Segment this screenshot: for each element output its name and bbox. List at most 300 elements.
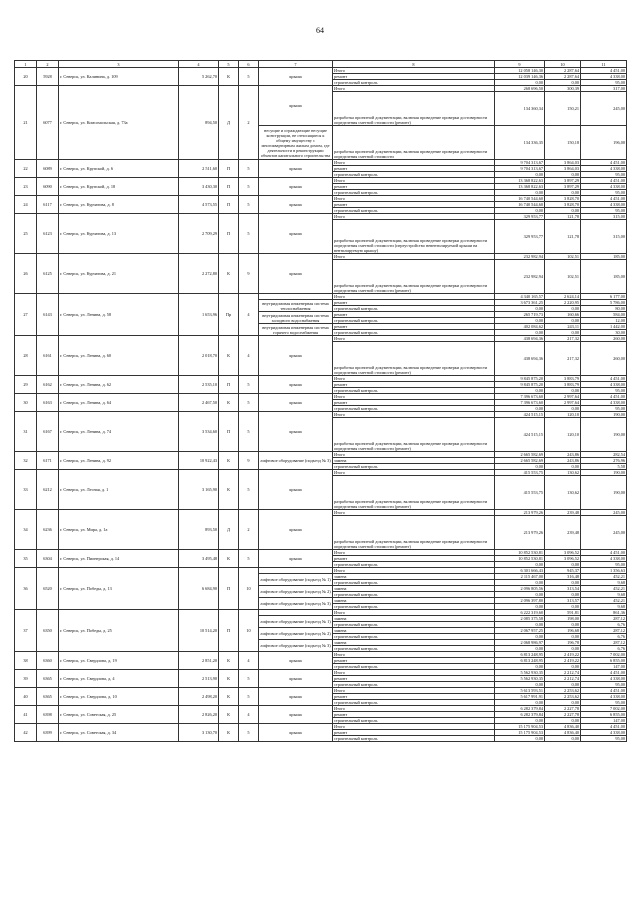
unit-cost: 121,78: [545, 214, 581, 220]
work-description: Итого: [333, 568, 495, 574]
building-code: 6162: [37, 376, 59, 394]
unit-cost: 0,00: [545, 330, 581, 336]
unit-cost: 102,51: [545, 254, 581, 260]
row-number: 29: [15, 376, 37, 394]
work-description: Итого: [333, 376, 495, 382]
max-unit-cost: 4 338,00: [581, 556, 627, 562]
unit-cost: 4 836,40: [545, 724, 581, 730]
work-description: Итого: [333, 550, 495, 556]
column-number: 7: [259, 61, 333, 68]
max-unit-cost: 287,12: [581, 628, 627, 634]
building-code: 6171: [37, 452, 59, 470]
total-cost: 0,00: [495, 306, 545, 312]
building-class: К: [219, 706, 239, 724]
building-area: 10 514,20: [179, 610, 219, 652]
unit-cost: 130,62: [545, 476, 581, 510]
row-number: 31: [15, 412, 37, 452]
total-cost: 2 085 375,58: [495, 616, 545, 622]
building-code: 6143: [37, 294, 59, 336]
max-unit-cost: 5,58: [581, 464, 627, 470]
work-type: крыша: [259, 196, 333, 214]
work-description: ремонт: [333, 184, 495, 190]
work-description: разработка проектной документации, включая проведение проверки достоверности определения сметной стоимости (переустройство невентилируемой крыши на вентилируемую крышу): [333, 220, 495, 254]
building-area: 3 430,30: [179, 178, 219, 196]
building-class: К: [219, 452, 239, 470]
building-area: 2 511,60: [179, 160, 219, 178]
building-area: 2 513,90: [179, 670, 219, 688]
max-unit-cost: 4 338,00: [581, 202, 627, 208]
unit-cost: 0,00: [545, 622, 581, 628]
max-unit-cost: 7 002,00: [581, 706, 627, 712]
row-number: 41: [15, 706, 37, 724]
work-description: строительный контроль: [333, 172, 495, 178]
work-description: Итого: [333, 178, 495, 184]
column-number: 10: [545, 61, 581, 68]
building-address: г. Северск, ул. Ленина, д. 62: [59, 376, 179, 394]
unit-cost: 2 997,64: [545, 394, 581, 400]
table-row: [15, 394, 627, 400]
total-cost: 6 301 666,43: [495, 568, 545, 574]
work-description: строительный контроль: [333, 736, 495, 742]
table-row: [15, 510, 627, 516]
building-class: Д: [219, 86, 239, 160]
total-cost: 9 704 313,67: [495, 166, 545, 172]
unit-cost: 0,00: [545, 592, 581, 598]
row-number: 38: [15, 652, 37, 670]
unit-cost: 0,00: [545, 580, 581, 586]
total-cost: 329 953,77: [495, 220, 545, 254]
max-unit-cost: 95,00: [581, 682, 627, 688]
unit-cost: 0,00: [545, 634, 581, 640]
total-cost: 0,00: [495, 406, 545, 412]
building-area: 2 018,70: [179, 336, 219, 376]
max-unit-cost: 147,00: [581, 664, 627, 670]
total-cost: 134 360,34: [495, 92, 545, 126]
building-code: 6125: [37, 254, 59, 294]
work-description: ремонт: [333, 166, 495, 172]
unit-cost: 0,00: [545, 464, 581, 470]
capital-repair-register-table: [14, 60, 627, 742]
building-class: К: [219, 336, 239, 376]
building-code: 6089: [37, 160, 59, 178]
building-area: 2 272,80: [179, 254, 219, 294]
building-class: П: [219, 214, 239, 254]
building-class: П: [219, 412, 239, 452]
work-description: Итого: [333, 652, 495, 658]
unit-cost: 3 864,03: [545, 160, 581, 166]
work-type: крыша: [259, 670, 333, 688]
work-description: замена: [333, 458, 495, 464]
max-unit-cost: 245,00: [581, 92, 627, 126]
work-description: Итого: [333, 610, 495, 616]
column-number: 5: [219, 61, 239, 68]
total-cost: 0,00: [495, 318, 545, 324]
unit-cost: 0,00: [545, 682, 581, 688]
building-class: П: [219, 568, 239, 610]
total-cost: 213 979,26: [495, 510, 545, 516]
work-description: замена: [333, 586, 495, 592]
total-cost: 16 740 544,60: [495, 202, 545, 208]
work-description: разработка проектной документации, включая проведение проверки достоверности определения сметной стоимости (ремонт): [333, 260, 495, 294]
unit-cost: 0,00: [545, 562, 581, 568]
max-unit-cost: 4 338,00: [581, 694, 627, 700]
total-cost: 0,00: [495, 80, 545, 86]
building-class: П: [219, 178, 239, 196]
work-description: строительный контроль: [333, 718, 495, 724]
work-description: Итого: [333, 670, 495, 676]
work-type: лифтовое оборудование (подъезд № 3): [259, 598, 333, 610]
building-address: г. Северск, ул. Калинина, д. 109: [59, 68, 179, 86]
total-cost: 2 096 397,80: [495, 598, 545, 604]
building-area: 3 495,48: [179, 550, 219, 568]
max-unit-cost: 190,00: [581, 412, 627, 418]
unit-cost: 2 212,74: [545, 670, 581, 676]
unit-cost: 0,00: [545, 700, 581, 706]
total-cost: 2 115 467,00: [495, 574, 545, 580]
max-unit-cost: 30,00: [581, 330, 627, 336]
row-number: 25: [15, 214, 37, 254]
building-code: 6350: [37, 610, 59, 652]
max-unit-cost: 6 855,00: [581, 712, 627, 718]
building-address: г. Северск, ул. Ленина, д. 74: [59, 412, 179, 452]
column-number: 11: [581, 61, 627, 68]
total-cost: 134 336,35: [495, 126, 545, 160]
total-cost: 329 953,77: [495, 214, 545, 220]
work-description: Итого: [333, 688, 495, 694]
table-row: [15, 376, 627, 382]
total-cost: 0,00: [495, 736, 545, 742]
max-unit-cost: 95,00: [581, 406, 627, 412]
row-number: 32: [15, 452, 37, 470]
max-unit-cost: 7 002,00: [581, 652, 627, 658]
total-cost: 2 067 957,25: [495, 628, 545, 634]
max-unit-cost: 245,00: [581, 516, 627, 550]
work-description: ремонт: [333, 312, 495, 318]
unit-cost: 0,00: [545, 172, 581, 178]
unit-cost: 2 253,62: [545, 688, 581, 694]
row-number: 28: [15, 336, 37, 376]
building-class: К: [219, 652, 239, 670]
unit-cost: 3 864,03: [545, 166, 581, 172]
total-cost: 424 515,15: [495, 418, 545, 452]
column-number: 4: [179, 61, 219, 68]
work-description: строительный контроль: [333, 80, 495, 86]
max-unit-cost: 4 451,00: [581, 724, 627, 730]
work-type: лифтовое оборудование (подъезд № 3): [259, 452, 333, 470]
max-unit-cost: 4 338,00: [581, 730, 627, 736]
total-cost: 2 665 582,69: [495, 458, 545, 464]
work-type: крыша: [259, 254, 333, 294]
row-number: 27: [15, 294, 37, 336]
max-unit-cost: 9,68: [581, 592, 627, 598]
row-number: 30: [15, 394, 37, 412]
building-address: г. Северск, ул. Мира, д. 1а: [59, 510, 179, 550]
work-description: ремонт: [333, 300, 495, 306]
unit-cost: 2 227,78: [545, 712, 581, 718]
total-cost: 0,00: [495, 634, 545, 640]
floors-count: 5: [239, 214, 259, 254]
work-description: строительный контроль: [333, 580, 495, 586]
total-cost: 232 982,94: [495, 254, 545, 260]
work-type: крыша: [259, 652, 333, 670]
work-description: строительный контроль: [333, 306, 495, 312]
total-cost: 0,00: [495, 664, 545, 670]
work-description: строительный контроль: [333, 464, 495, 470]
table-row: [15, 412, 627, 418]
row-number: 22: [15, 160, 37, 178]
work-description: ремонт: [333, 694, 495, 700]
work-description: Итого: [333, 394, 495, 400]
unit-cost: 316,48: [545, 574, 581, 580]
table-row: [15, 86, 627, 92]
table-row: [15, 688, 627, 694]
work-description: Итого: [333, 706, 495, 712]
total-cost: 7 396 673,60: [495, 394, 545, 400]
unit-cost: 239,48: [545, 510, 581, 516]
work-description: замена: [333, 598, 495, 604]
work-type: лифтовое оборудование (подъезд № 2): [259, 628, 333, 640]
row-number: 37: [15, 610, 37, 652]
total-cost: 12 039 146,36: [495, 74, 545, 80]
max-unit-cost: 4 451,00: [581, 394, 627, 400]
unit-cost: 0,00: [545, 406, 581, 412]
total-cost: 402 084,62: [495, 324, 545, 330]
work-description: строительный контроль: [333, 318, 495, 324]
row-number: 34: [15, 510, 37, 550]
work-type: крыша: [259, 214, 333, 254]
unit-cost: 0,00: [545, 80, 581, 86]
work-description: Итого: [333, 510, 495, 516]
work-description: ремонт: [333, 658, 495, 664]
building-address: г. Северск, ул. Советская, д. 34: [59, 724, 179, 742]
work-type: лифтовое оборудование (подъезд № 1): [259, 616, 333, 628]
work-description: строительный контроль: [333, 406, 495, 412]
unit-cost: 3 096,52: [545, 550, 581, 556]
floors-count: 5: [239, 178, 259, 196]
total-cost: 9 845 875,20: [495, 376, 545, 382]
unit-cost: 2 253,62: [545, 694, 581, 700]
work-description: строительный контроль: [333, 592, 495, 598]
total-cost: 6 282 379,84: [495, 712, 545, 718]
total-cost: 2 096 805,56: [495, 586, 545, 592]
total-cost: 0,00: [495, 464, 545, 470]
table-row: [15, 214, 627, 220]
building-address: г. Северск, ул. Пионерская, д. 14: [59, 550, 179, 568]
unit-cost: 150,18: [545, 126, 581, 160]
work-type: крыша: [259, 376, 333, 394]
total-cost: 9 704 313,67: [495, 160, 545, 166]
floors-count: 4: [239, 652, 259, 670]
total-cost: 213 979,26: [495, 516, 545, 550]
max-unit-cost: 4 451,00: [581, 670, 627, 676]
total-cost: 4 340 165,57: [495, 294, 545, 300]
unit-cost: 0,00: [545, 664, 581, 670]
work-description: разработка проектной документации, включая проведение проверки достоверности определения сметной стоимости (ремонт): [333, 516, 495, 550]
building-address: г. Северск, ул. Курчатова, д. 21: [59, 254, 179, 294]
work-description: разработка проектной документации, включая проведение проверки достоверности определения сметной стоимости (ремонт): [333, 476, 495, 510]
unit-cost: 0,00: [545, 208, 581, 214]
floors-count: 5: [239, 394, 259, 412]
unit-cost: 2 212,74: [545, 676, 581, 682]
unit-cost: 2 287,64: [545, 74, 581, 80]
total-cost: 0,00: [495, 622, 545, 628]
work-description: строительный контроль: [333, 208, 495, 214]
total-cost: 5 617 991,91: [495, 694, 545, 700]
floors-count: 5: [239, 160, 259, 178]
floors-count: 5: [239, 470, 259, 510]
building-class: К: [219, 394, 239, 412]
building-address: г. Северск, ул. Победы, д. 13: [59, 568, 179, 610]
building-address: г. Северск, ул. Лесная, д. 1: [59, 470, 179, 510]
unit-cost: 121,78: [545, 220, 581, 254]
total-cost: 12 058 146,30: [495, 68, 545, 74]
max-unit-cost: 80,00: [581, 306, 627, 312]
work-description: строительный контроль: [333, 646, 495, 652]
row-number: 35: [15, 550, 37, 568]
total-cost: 16 740 544,60: [495, 196, 545, 202]
total-cost: 415 553,75: [495, 470, 545, 476]
total-cost: 15 175 904,53: [495, 724, 545, 730]
total-cost: 232 982,94: [495, 260, 545, 294]
max-unit-cost: 190,00: [581, 476, 627, 510]
table-body: [15, 61, 627, 742]
unit-cost: 160,66: [545, 312, 581, 318]
work-type: крыша: [259, 688, 333, 706]
building-address: г. Северск, ул. Курчатова, д. 8: [59, 196, 179, 214]
table-row: [15, 68, 627, 74]
column-number: 1: [15, 61, 37, 68]
unit-cost: 2 227,78: [545, 706, 581, 712]
work-type: лифтовое оборудование (подъезд № 3): [259, 640, 333, 652]
unit-cost: 2 419,22: [545, 658, 581, 664]
total-cost: 0,00: [495, 208, 545, 214]
max-unit-cost: 4 338,00: [581, 166, 627, 172]
work-type: крыша: [259, 724, 333, 742]
max-unit-cost: 95,00: [581, 736, 627, 742]
building-class: К: [219, 254, 239, 294]
max-unit-cost: 315,00: [581, 220, 627, 254]
unit-cost: 0,00: [545, 318, 581, 324]
work-description: разработка проектной документации, включая проведение проверки достоверности определения сметной стоимости (ремонт): [333, 342, 495, 376]
total-cost: 13 368 822,63: [495, 184, 545, 190]
max-unit-cost: 4 451,00: [581, 68, 627, 74]
work-type: внутридомовая инженерная система горячего водоснабжения: [259, 324, 333, 336]
work-description: ремонт: [333, 202, 495, 208]
unit-cost: 239,48: [545, 516, 581, 550]
max-unit-cost: 6 177,00: [581, 294, 627, 300]
total-cost: 3 673 361,25: [495, 300, 545, 306]
unit-cost: 2 287,64: [545, 68, 581, 74]
unit-cost: 313,57: [545, 598, 581, 604]
table-row: [15, 254, 627, 260]
max-unit-cost: 9,68: [581, 580, 627, 586]
work-type: лифтовое оборудование (подъезд № 2): [259, 586, 333, 598]
table-row: [15, 670, 627, 676]
total-cost: 0,00: [495, 682, 545, 688]
building-area: 3 130,70: [179, 724, 219, 742]
max-unit-cost: 95,00: [581, 562, 627, 568]
work-description: строительный контроль: [333, 634, 495, 640]
max-unit-cost: 4 338,00: [581, 382, 627, 388]
building-code: 6365: [37, 688, 59, 706]
work-description: разработка проектной документации, включая проведение проверки достоверности определения сметной стоимости: [333, 126, 495, 160]
building-address: г. Северск, ул. Ленина, д. 60: [59, 336, 179, 376]
max-unit-cost: 4 338,00: [581, 74, 627, 80]
unit-cost: 0,00: [545, 646, 581, 652]
total-cost: 6 282 379,84: [495, 706, 545, 712]
table-row: [15, 178, 627, 184]
table-row: [15, 196, 627, 202]
max-unit-cost: 6,76: [581, 622, 627, 628]
building-address: г. Северск, ул. Победы, д. 25: [59, 610, 179, 652]
max-unit-cost: 4 451,00: [581, 196, 627, 202]
max-unit-cost: 260,00: [581, 336, 627, 342]
floors-count: 2: [239, 510, 259, 550]
work-type: внутридомовая инженерная система холодного водоснабжения: [259, 312, 333, 324]
total-cost: 0,00: [495, 592, 545, 598]
work-description: строительный контроль: [333, 664, 495, 670]
max-unit-cost: 276,96: [581, 458, 627, 464]
max-unit-cost: 95,00: [581, 700, 627, 706]
work-type: крыша: [259, 470, 333, 510]
work-description: строительный контроль: [333, 388, 495, 394]
unit-cost: 0,00: [545, 736, 581, 742]
work-description: Итого: [333, 160, 495, 166]
building-address: г. Северск, ул. Курчатова, д. 13: [59, 214, 179, 254]
unit-cost: 3 883,79: [545, 376, 581, 382]
building-address: г. Северск, ул. Ленина, д. 64: [59, 394, 179, 412]
total-cost: 438 694,36: [495, 342, 545, 376]
work-description: Итого: [333, 452, 495, 458]
total-cost: 5 613 593,51: [495, 688, 545, 694]
building-class: К: [219, 724, 239, 742]
row-number: 20: [15, 68, 37, 86]
work-type: крыша: [259, 160, 333, 178]
unit-cost: 0,00: [545, 388, 581, 394]
unit-cost: 2 419,22: [545, 652, 581, 658]
total-cost: 0,00: [495, 388, 545, 394]
unit-cost: 3 897,29: [545, 178, 581, 184]
max-unit-cost: 452,21: [581, 574, 627, 580]
building-class: П: [219, 160, 239, 178]
unit-cost: 0,00: [545, 604, 581, 610]
unit-cost: 198,00: [545, 616, 581, 622]
building-class: К: [219, 550, 239, 568]
max-unit-cost: 185,00: [581, 260, 627, 294]
total-cost: 13 368 822,63: [495, 178, 545, 184]
max-unit-cost: 190,00: [581, 470, 627, 476]
building-class: П: [219, 196, 239, 214]
max-unit-cost: 95,00: [581, 388, 627, 394]
floors-count: 4: [239, 336, 259, 376]
unit-cost: 196,78: [545, 640, 581, 646]
page-number: 64: [316, 26, 324, 35]
unit-cost: 945,37: [545, 568, 581, 574]
building-area: 10 922,43: [179, 452, 219, 470]
row-number: 33: [15, 470, 37, 510]
work-type: крыша: [259, 550, 333, 568]
row-number: 26: [15, 254, 37, 294]
table-row: [15, 550, 627, 556]
total-cost: 9 845 875,20: [495, 382, 545, 388]
total-cost: 0,00: [495, 604, 545, 610]
total-cost: 0,00: [495, 718, 545, 724]
floors-count: 5: [239, 376, 259, 394]
building-code: 6167: [37, 412, 59, 452]
building-area: 2 535,10: [179, 376, 219, 394]
unit-cost: 2 220,95: [545, 300, 581, 306]
work-description: разработка проектной документации, включая проведение проверки достоверности определения сметной стоимости (ремонт): [333, 418, 495, 452]
